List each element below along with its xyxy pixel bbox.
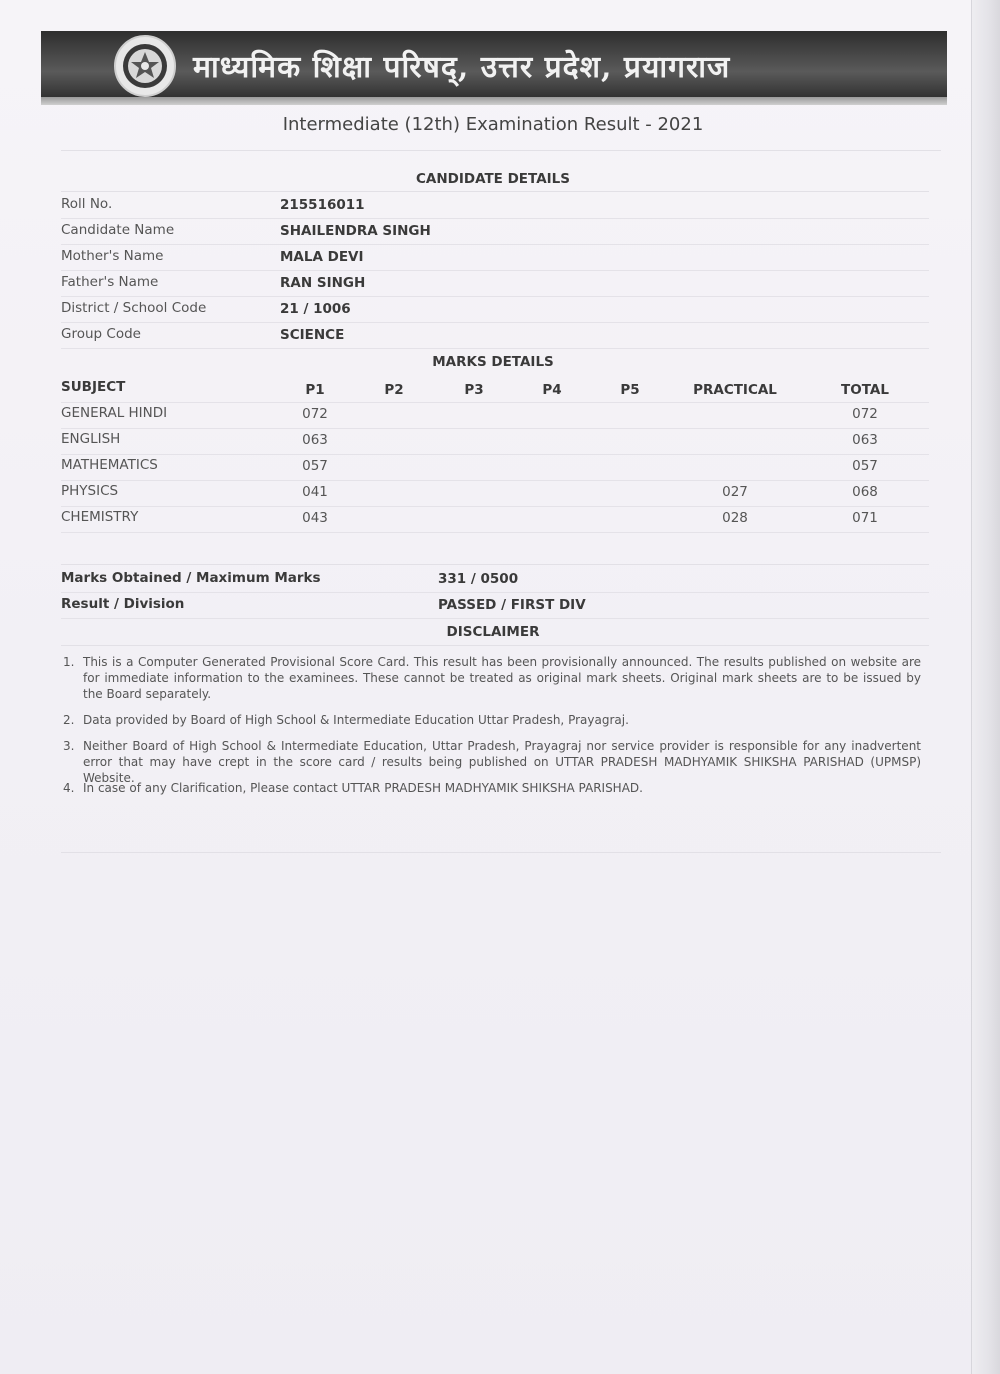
item-number: 1.: [63, 655, 75, 669]
item-number: 4.: [63, 781, 75, 795]
item-text: This is a Computer Generated Provisional Score Card. This result has been provisionally announced. The results published on website are for immediate information to the examinees. These cannot be treated as original mark sheets. Original mark sheets are to be issued by the Board separately.: [83, 655, 921, 701]
item-text: Data provided by Board of High School & Intermediate Education Uttar Pradesh, Prayagraj.: [83, 713, 629, 727]
item-text: Neither Board of High School & Intermediate Education, Uttar Pradesh, Prayagraj nor service provider is responsible for any inadvertent error that may have crept in the score card / results being published on UTTAR PRADESH MADHYAMIK SHIKSHA PARISHAD (UPMSP) Website.: [83, 739, 921, 785]
column-header: TOTAL: [841, 382, 889, 398]
disclaimer-item: [63, 738, 921, 786]
header-banner: [41, 31, 947, 105]
table-row: [61, 402, 929, 429]
subject-cell: GENERAL HINDI: [61, 405, 168, 421]
field-label: Candidate Name: [61, 222, 175, 238]
total-cell: 057: [852, 458, 878, 474]
field-label: Roll No.: [61, 196, 113, 212]
candidate-row: [61, 296, 929, 323]
field-value: 21 / 1006: [280, 301, 351, 317]
marks-summary-row: [61, 566, 929, 593]
divider: [61, 852, 941, 853]
disclaimer-item: [63, 654, 921, 702]
column-header: P1: [305, 382, 325, 398]
table-row: [61, 480, 929, 507]
practical-cell: 028: [722, 510, 748, 526]
disclaimer-item: [63, 712, 921, 728]
disclaimer-heading: DISCLAIMER: [446, 624, 540, 640]
marks-table-header: [61, 378, 929, 403]
column-header: P5: [620, 382, 640, 398]
subject-cell: PHYSICS: [61, 483, 119, 499]
table-row: [61, 454, 929, 481]
field-value: MALA DEVI: [280, 249, 364, 265]
board-emblem-icon: [113, 34, 177, 98]
banner-strip: [41, 97, 947, 105]
column-header: P3: [464, 382, 484, 398]
page-edge: [971, 0, 1000, 1374]
column-header: PRACTICAL: [693, 382, 777, 398]
field-label: Mother's Name: [61, 248, 164, 264]
item-text: In case of any Clarification, Please contact UTTAR PRADESH MADHYAMIK SHIKSHA PARISHAD.: [83, 781, 643, 795]
result-value: PASSED / FIRST DIV: [438, 597, 586, 613]
p1-cell: 041: [302, 484, 328, 500]
field-value: RAN SINGH: [280, 275, 366, 291]
field-label: Father's Name: [61, 274, 159, 290]
total-cell: 072: [852, 406, 878, 422]
p1-cell: 063: [302, 432, 328, 448]
exam-title: Intermediate (12th) Examination Result - 2021: [282, 114, 704, 135]
total-cell: 071: [852, 510, 878, 526]
total-cell: 068: [852, 484, 878, 500]
field-value: 215516011: [280, 197, 365, 213]
table-row: [61, 428, 929, 455]
practical-cell: 027: [722, 484, 748, 500]
subject-cell: CHEMISTRY: [61, 509, 139, 525]
column-header: P4: [542, 382, 562, 398]
candidate-details-heading: CANDIDATE DETAILS: [415, 171, 570, 187]
candidate-row: [61, 244, 929, 271]
disclaimer-item: [63, 780, 921, 796]
column-header: P2: [384, 382, 404, 398]
field-value: SCIENCE: [280, 327, 345, 343]
board-name-hindi: माध्यमिक शिक्षा परिषद्, उत्तर प्रदेश, प्रयागराज: [193, 50, 731, 85]
candidate-row: [61, 270, 929, 297]
result-summary-row: [61, 592, 929, 619]
total-cell: 063: [852, 432, 878, 448]
result-label: Result / Division: [61, 596, 185, 612]
candidate-row: [61, 322, 929, 349]
field-label: Group Code: [61, 326, 141, 342]
divider: [61, 564, 929, 565]
candidate-row: [61, 192, 929, 219]
divider: [61, 150, 941, 151]
item-number: 2.: [63, 713, 75, 727]
p1-cell: 043: [302, 510, 328, 526]
divider: [61, 645, 929, 646]
candidate-row: [61, 218, 929, 245]
subject-cell: MATHEMATICS: [61, 457, 158, 473]
marks-details-heading: MARKS DETAILS: [432, 354, 554, 370]
p1-cell: 072: [302, 406, 328, 422]
item-number: 3.: [63, 739, 75, 753]
column-header: SUBJECT: [61, 379, 126, 395]
p1-cell: 057: [302, 458, 328, 474]
field-label: District / School Code: [61, 300, 207, 316]
marks-obtained-label: Marks Obtained / Maximum Marks: [61, 570, 321, 586]
table-row: [61, 506, 929, 533]
marks-obtained-value: 331 / 0500: [438, 571, 519, 587]
subject-cell: ENGLISH: [61, 431, 121, 447]
field-value: SHAILENDRA SINGH: [280, 223, 431, 239]
